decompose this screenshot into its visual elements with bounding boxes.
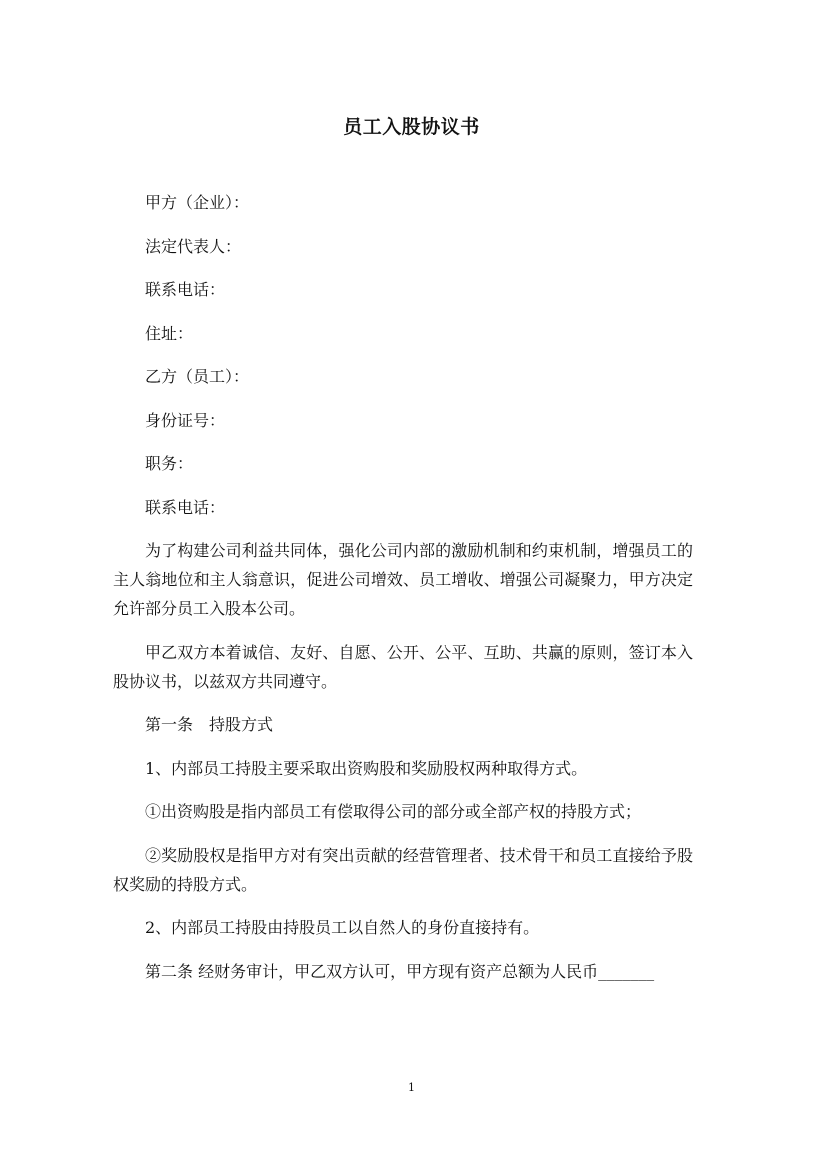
party-b-employee-field: 乙方（员工）： [145, 367, 250, 386]
clause-1-item-1-paragraph: ①出资购股是指内部员工有偿取得公司的部分或全部产权的持股方式； [145, 802, 642, 821]
party-b-phone-field: 联系电话： [145, 497, 226, 517]
page-number: 1 [408, 1081, 415, 1094]
principles-paragraph: 甲乙双方本着诚信、友好、自愿、公开、公平、互助、共赢的原则，签订本入股协议书，以兹双方共同遵守。 [113, 642, 693, 691]
document-title: 员工入股协议书 [343, 116, 480, 138]
clause-2-paragraph: 2、内部员工持股由持股员工以自然人的身份直接持有。 [145, 918, 540, 937]
address-field: 住址： [145, 323, 194, 343]
position-field: 职务： [145, 454, 194, 473]
id-number-field: 身份证号： [145, 410, 226, 430]
party-a-phone-field: 联系电话： [145, 280, 226, 299]
article-one-heading: 第一条 持股方式 [145, 715, 274, 734]
clause-1-item-2-paragraph: ②奖励股权是指甲方对有突出贡献的经营管理者、技术骨干和员工直接给予股权奖励的持股方式。 [113, 845, 693, 894]
purpose-paragraph: 为了构建公司利益共同体，强化公司内部的激励机制和约束机制，增强员工的主人翁地位和主人翁意识，促进公司增效、员工增收、增强公司凝聚力，甲方决定允许部分员工入股本公司。 [113, 541, 693, 618]
clause-1-paragraph: 1、内部员工持股主要采取出资购股和奖励股权两种取得方式。 [145, 758, 588, 778]
document-body [113, 188, 693, 1000]
article-two-paragraph: 第二条 经财务审计，甲乙双方认可，甲方现有资产总额为人民币_______ [145, 961, 655, 981]
legal-representative-field: 法定代表人： [145, 236, 242, 256]
party-a-company-field: 甲方（企业）： [145, 193, 250, 212]
